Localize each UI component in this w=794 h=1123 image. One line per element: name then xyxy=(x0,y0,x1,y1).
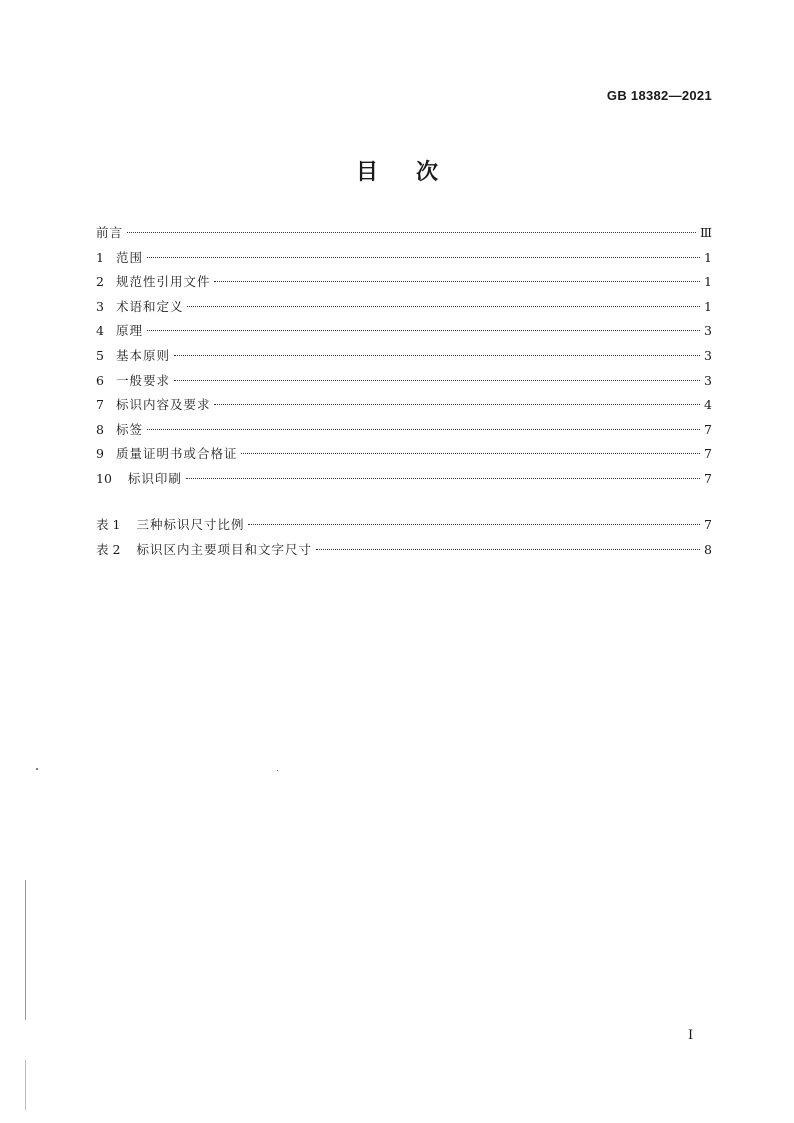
toc-entry-page: 1 xyxy=(704,249,712,265)
toc-entry-number: 8 xyxy=(96,421,104,437)
toc-entry-number: 5 xyxy=(96,347,104,363)
toc-entry-general-requirements[interactable] xyxy=(96,369,712,394)
toc-entry-label: 前言 xyxy=(96,225,124,240)
dot-leader xyxy=(248,524,700,525)
table-entry-number: 表 2 xyxy=(96,541,121,557)
table-entry-1[interactable] xyxy=(96,513,712,538)
toc-entry-page: 7 xyxy=(704,470,712,486)
table-entry-2[interactable] xyxy=(96,538,712,563)
page-number: I xyxy=(688,1028,694,1043)
page-title: 目次 xyxy=(355,160,476,185)
scan-artifact-speck xyxy=(277,770,278,771)
toc-entry-label: 一般要求 xyxy=(115,372,170,388)
toc-entry-page: Ⅲ xyxy=(699,225,712,240)
table-entry-page: 7 xyxy=(704,517,712,532)
toc-entry-number: 1 xyxy=(96,249,104,265)
toc-entry-label: 术语和定义 xyxy=(115,298,184,314)
toc-entry-number: 10 xyxy=(96,470,112,486)
table-entry-number: 表 1 xyxy=(96,517,121,532)
table-entry-label: 标识区内主要项目和文字尺寸 xyxy=(136,541,312,557)
scan-artifact-line xyxy=(25,880,26,1020)
toc-entry-number: 4 xyxy=(96,323,104,339)
dot-leader xyxy=(241,453,700,454)
toc-entry-page: 4 xyxy=(704,397,712,413)
dot-leader xyxy=(127,232,696,233)
toc-entry-page: 1 xyxy=(704,298,712,314)
toc-entry-label: 标签 xyxy=(115,421,143,437)
dot-leader xyxy=(214,281,700,282)
dot-leader xyxy=(174,380,700,381)
toc-entry-page: 3 xyxy=(704,372,712,388)
table-entry-label: 三种标识尺寸比例 xyxy=(136,517,245,532)
dot-leader xyxy=(214,404,700,405)
dot-leader xyxy=(147,330,700,331)
toc-entry-quality-certificate[interactable] xyxy=(96,442,712,467)
toc-entry-label: 标识印刷 xyxy=(127,470,182,486)
toc-entry-marking-content[interactable] xyxy=(96,393,712,418)
dot-leader xyxy=(187,306,700,307)
dot-leader xyxy=(174,355,700,356)
toc-entry-page: 3 xyxy=(704,323,712,339)
toc-entry-terms-definitions[interactable] xyxy=(96,295,712,320)
standard-code: GB 18382—2021 xyxy=(606,88,712,103)
toc-entry-normative-references[interactable] xyxy=(96,270,712,295)
toc-entry-scope[interactable] xyxy=(96,246,712,271)
toc-entry-basic-principles[interactable] xyxy=(96,344,712,369)
scan-artifact-line xyxy=(25,1060,26,1110)
toc-entry-label: 规范性引用文件 xyxy=(115,274,211,290)
toc-entry-page: 7 xyxy=(704,421,712,437)
dot-leader xyxy=(147,257,700,258)
toc-entry-number: 3 xyxy=(96,298,104,314)
toc-entry-number: 2 xyxy=(96,274,104,290)
toc-entry-number: 7 xyxy=(96,397,104,413)
toc-entry-labels[interactable] xyxy=(96,418,712,443)
table-of-contents xyxy=(96,221,712,492)
toc-entry-page: 1 xyxy=(704,274,712,290)
toc-entry-label: 标识内容及要求 xyxy=(115,397,211,413)
table-entry-page: 8 xyxy=(704,541,712,557)
scan-artifact-speck xyxy=(36,768,38,770)
toc-entry-page: 3 xyxy=(704,347,712,363)
toc-entry-marking-printing[interactable] xyxy=(96,467,712,492)
toc-entry-label: 范围 xyxy=(115,249,143,265)
toc-entry-label: 原理 xyxy=(115,323,143,339)
dot-leader xyxy=(316,549,700,550)
dot-leader xyxy=(186,478,700,479)
toc-entry-number: 6 xyxy=(96,372,104,388)
toc-entry-page: 7 xyxy=(704,446,712,462)
dot-leader xyxy=(147,429,700,430)
toc-entry-label: 质量证明书或合格证 xyxy=(115,446,238,462)
toc-entry-number: 9 xyxy=(96,446,104,462)
list-of-tables xyxy=(96,513,712,562)
toc-entry-label: 基本原则 xyxy=(115,347,170,363)
toc-entry-principle[interactable] xyxy=(96,319,712,344)
toc-entry-foreword[interactable] xyxy=(96,221,712,246)
